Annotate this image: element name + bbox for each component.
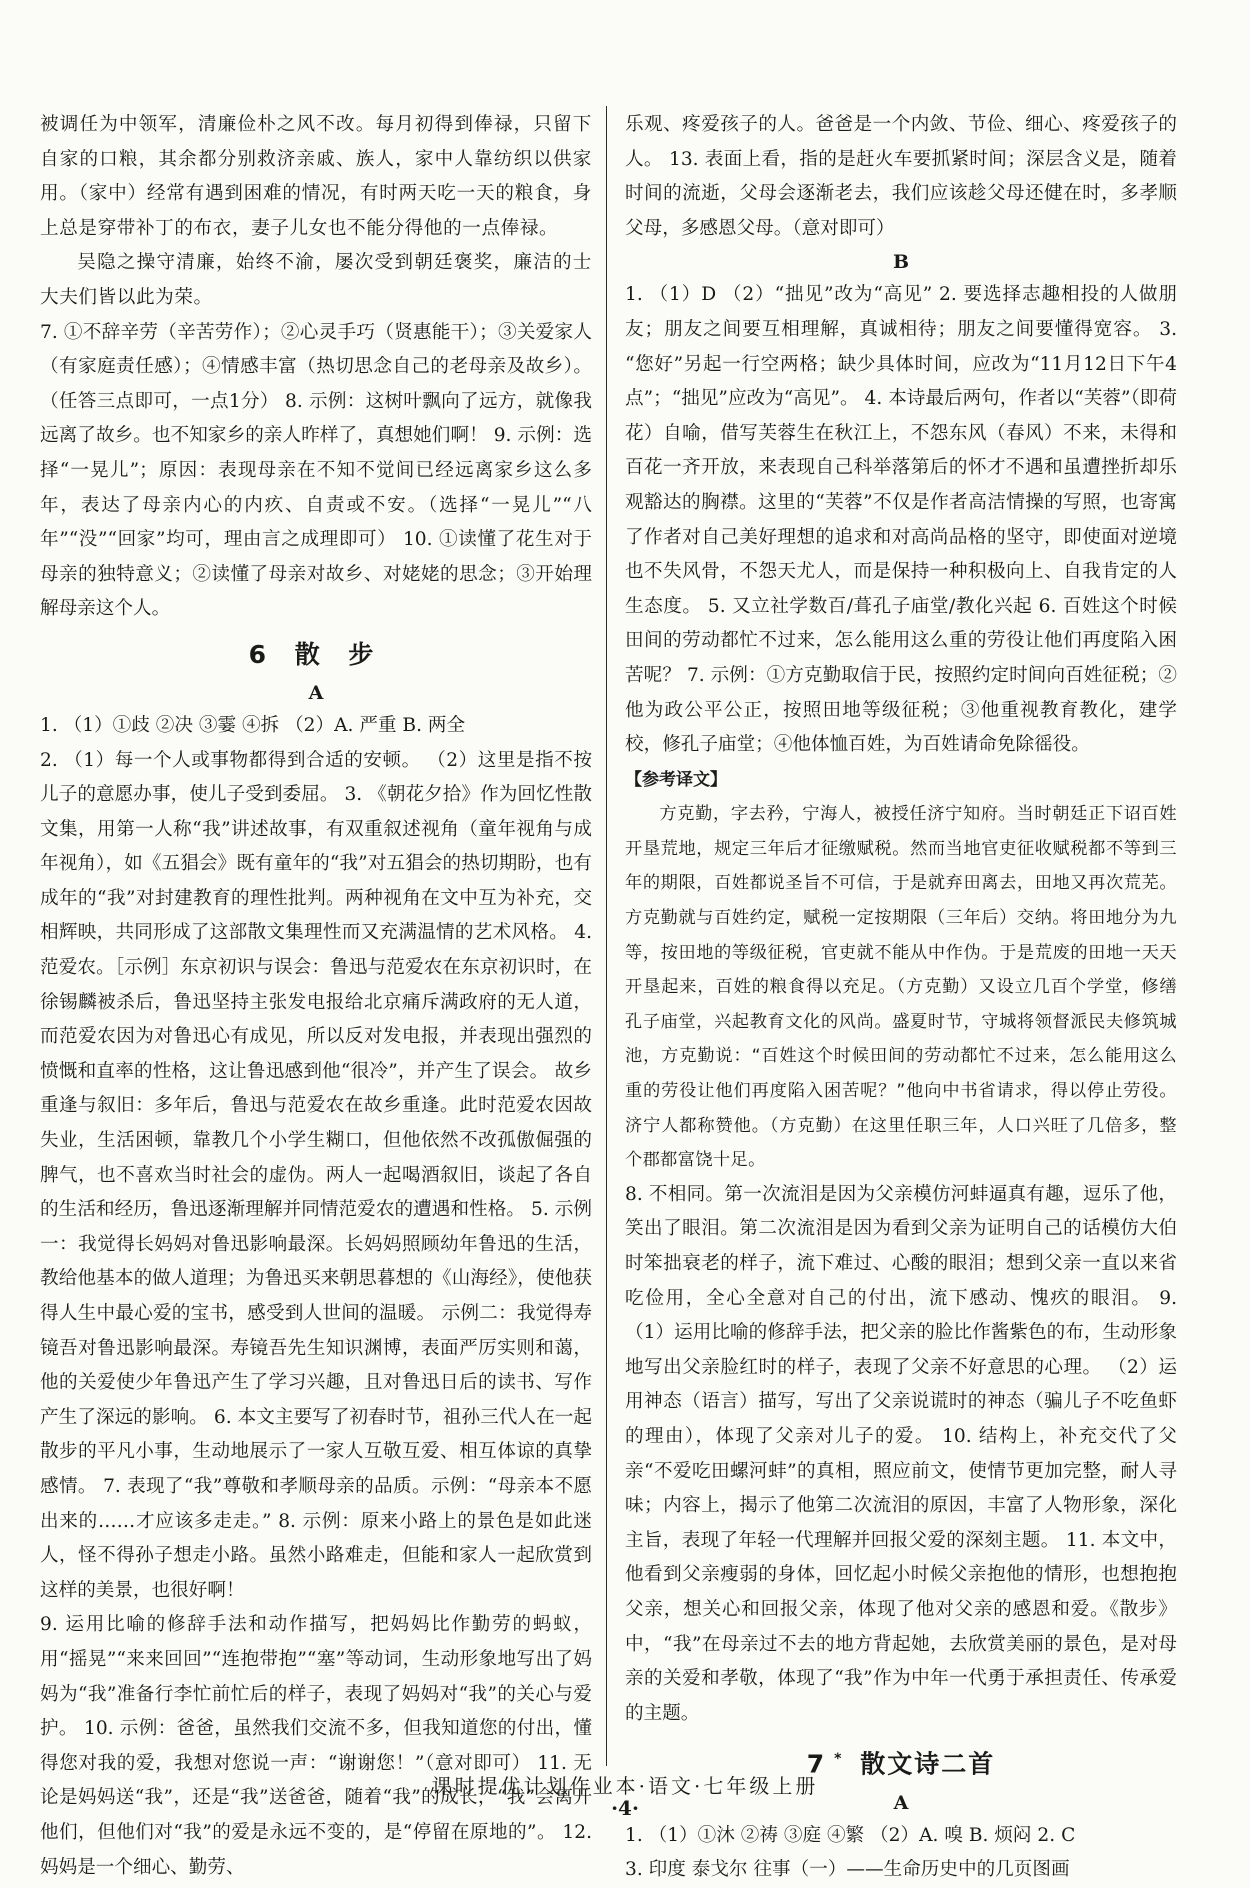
- answer-block: 8. 不相同。第一次流泪是因为父亲模仿河蚌逼真有趣，逗乐了他，笑出了眼泪。第二次流泪是因为看到父亲为证明自己的话模仿大伯时笨拙衰老的样子，流下难过、心酸的眼泪；想到父亲一直以来省吃俭用，全心全意对自己的付出，流下感动、愧疚的眼泪。 9. （1）运用比喻的修辞手法，把父亲的脸比作酱紫色的布，生动形象地写出父亲脸红时的样子，表现了父亲不好意思的心理。 （2）运用神态（语言）描写，写出了父亲说谎时的神态（骗儿子不吃鱼虾的理由），体现了父亲对儿子的爱。 10. 结构上，补充交代了父亲“不爱吃田螺河蚌”的真相，照应前文，使情节更加完整，耐人寻味；内容上，揭示了他第二次流泪的原因，丰富了人物形象，深化主旨，表现了年轻一代理解并回报父爱的深刻主题。 11. 本文中，他看到父亲瘦弱的身体，回忆起小时候父亲抱他的情形，也想抱抱父亲，想关心和回报父亲，体现了他对父亲的感恩和爱。《散步》中，“我”在母亲过不去的地方背起她，去欣赏美丽的景色，是对母亲的关爱和孝敬，体现了“我”作为中年一代勇于承担责任、传承爱的主题。: [625, 1183, 1177, 1724]
- left-column: [40, 108, 592, 1885]
- section-number: 7: [806, 1749, 835, 1779]
- answer-block: 9. 运用比喻的修辞手法和动作描写，把妈妈比作勤劳的蚂蚁，用“摇晃”“来来回回”“连抱带抱”“塞”等动词，生动形象地写出了妈妈为“我”准备行李忙前忙后的样子，表现了妈妈对“我”的关心与爱护。 10. 示例：爸爸，虽然我们交流不多，但我知道您的付出，懂得您对我的爱，我想对您说一声：“谢谢您！”（意对即可） 11. 无论是妈妈送“我”，还是“我”送爸爸，随着“我”的成长，“我”会离开他们，但他们对“我”的爱是永远不变的，是“停留在原地的”。 12. 妈妈是一个细心、勤劳、: [40, 1614, 592, 1878]
- section-name: 散文诗二首: [860, 1749, 996, 1779]
- subsection-a: A: [893, 1791, 909, 1814]
- answer-block: 1. （1）①歧 ②决 ③霎 ④拆 （2）A. 严重 B. 两全: [40, 714, 466, 736]
- answer-block: 1. （1）①沐 ②祷 ③庭 ④繁 （2）A. 嗅 B. 烦闷 2. C: [625, 1824, 1076, 1846]
- book-title-footer: 课时提优计划作业本·语文·七年级上册: [431, 1774, 819, 1798]
- reference-translation-label: 【参考译文】: [625, 769, 727, 790]
- column-divider: [606, 106, 607, 1766]
- answer-block: 乐观、疼爱孩子的人。爸爸是一个内敛、节俭、细心、疼爱孩子的人。 13. 表面上看，指的是赶火车要抓紧时间；深层含义是，随着时间的流逝，父母会逐渐老去，我们应该趁父母还健在时，多孝顺父母，多感恩父母。（意对即可）: [625, 114, 1177, 239]
- paragraph: 吴隐之操守清廉，始终不渝，屡次受到朝廷褒奖，廉洁的士大夫们皆以此为荣。: [40, 252, 592, 308]
- answer-block: 7. ①不辞辛劳（辛苦劳作）；②心灵手巧（贤惠能干）；③关爱家人（有家庭责任感）；④情感丰富（热切思念自己的老母亲及故乡）。（任答三点即可，一点1分） 8. 示例：这树叶飘向了远方，就像我远离了故乡。也不知家乡的亲人昨样了，真想她们啊！ 9. 示例：选择“一晃儿”；原因：表现母亲在不知不觉间已经远离家乡这么多年，表达了母亲内心的内疚、自责或不安。（选择“一晃儿”“八年”“没”“回家”均可，理由言之成理即可） 10. ①读懂了花生对于母亲的独特意义；②读懂了母亲对故乡、对姥姥的思念；③开始理解母亲这个人。: [40, 321, 592, 620]
- answer-block: 3. 印度 泰戈尔 往事（一）——生命历史中的几页图画: [625, 1859, 1070, 1881]
- reference-label: [625, 763, 1177, 798]
- subsection-a: A: [308, 681, 324, 704]
- answer-block: 1. （1）D （2）“拙见”改为“高见” 2. 要选择志趣相投的人做朋友；朋友之间要互相理解，真诚相待；朋友之间要懂得宽容。 3. “您好”另起一行空两格；缺少具体时间，应改为“11月12日下午4点”；“拙见”应改为“高见”。 4. 本诗最后两句，作者以“芙蓉”（即荷花）自喻，借写芙蓉生在秋江上，不怨东风（春风）不来，未得和百花一齐开放，来表现自己科举落第后的怀才不遇和虽遭挫折却乐观豁达的胸襟。这里的“芙蓉”不仅是作者高洁情操的写照，也寄寓了作者对自己美好理想的追求和对高尚品格的坚守，即使面对逆境也不失风骨，不怨天尤人，而是保持一种积极向上、自我肯定的人生态度。 5. 又立社学数百/葺孔子庙堂/教化兴起 6. 百姓这个时候田间的劳动都忙不过来，怎么能用这么重的劳役让他们再度陷入困苦呢？ 7. 示例：①方克勤取信于民，按照约定时间向百姓征税；②他为政公平公正，按照田地等级征税；③他重视教育教化，建学校，修孔子庙堂；④他体恤百姓，为百姓请命免除徭役。: [625, 284, 1177, 756]
- subsection-b: B: [892, 251, 910, 274]
- page-number: ·4·: [611, 1796, 639, 1820]
- section-title-6: 6 散 步: [248, 639, 384, 669]
- answer-block: 2. （1）每一个人或事物都得到合适的安顿。 （2）这里是指不按儿子的意愿办事，使儿子受到委屈。 3. 《朝花夕拾》作为回忆性散文集，用第一人称“我”讲述故事，有双重叙述视角（童年视角与成年视角），如《五猖会》既有童年的“我”对五猖会的热切期盼，也有成年的“我”对封建教育的理性批判。两种视角在文中互为补充，交相辉映，共同形成了这部散文集理性而又充满温情的艺术风格。 4. 范爱农。［示例］东京初识与误会：鲁迅与范爱农在东京初识时，在徐锡麟被杀后，鲁迅坚持主张发电报给北京痛斥满政府的无人道，而范爱农因为对鲁迅心有成见，所以反对发电报，并表现出强烈的愤慨和直率的性格，这让鲁迅感到他“很冷”，并产生了误会。 故乡重逢与叙旧：多年后，鲁迅与范爱农在故乡重逢。此时范爱农因故失业，生活困顿，靠教几个小学生糊口，但他依然不改孤傲倔强的脾气，也不喜欢当时社会的虚伪。两人一起喝酒叙旧，谈起了各自的生活和经历，鲁迅逐渐理解并同情范爱农的遭遇和性格。 5. 示例一：我觉得长妈妈对鲁迅影响最深。长妈妈照顾幼年鲁迅的生活，教给他基本的做人道理；为鲁迅买来朝思暮想的《山海经》，使他获得人生中最心爱的宝书，感受到人世间的温暖。 示例二：我觉得寿镜吾对鲁迅影响最深。寿镜吾先生知识渊博，表面严厉实则和蔼，他的关爱使少年鲁迅产生了学习兴趣，且对鲁迅日后的读书、写作产生了深远的影响。 6. 本文主要写了初春时节，祖孙三代人在一起散步的平凡小事，生动地展示了一家人互敬互爱、相互体谅的真挚感情。 7. 表现了“我”尊敬和孝顺母亲的品质。示例：“母亲本不愿出来的……才应该多走走。” 8. 示例：原来小路上的景色是如此迷人，怪不得孙子想走小路。虽然小路难走，但能和家人一起欣赏到这样的美景，也很好啊！: [40, 749, 592, 1601]
- right-column: [625, 108, 1177, 1888]
- reference-translation: 方克勤，字去矜，宁海人，被授任济宁知府。当时朝廷正下诏百姓开垦荒地，规定三年后才征缴赋税。然而当地官吏征收赋税都不等到三年的期限，百姓都说圣旨不可信，于是就弃田离去，田地又再次荒芜。方克勤就与百姓约定，赋税一定按期限（三年后）交纳。将田地分为九等，按田地的等级征税，官吏就不能从中作伪。于是荒废的田地一天天开垦起来，百姓的粮食得以充足。（方克勤）又设立几百个学堂，修缮孔子庙堂，兴起教育文化的风尚。盛夏时节，守城将领督派民夫修筑城池，方克勤说：“百姓这个时候田间的劳动都忙不过来，怎么能用这么重的劳役让他们再度陷入困苦呢？”他向中书省请求，得以停止劳役。济宁人都称赞他。（方克勤）在这里任职三年，人口兴旺了几倍多，整个郡都富饶十足。: [625, 804, 1177, 1171]
- paragraph: 被调任为中领军，清廉俭朴之风不改。每月初得到俸禄，只留下自家的口粮，其余都分别救济亲戚、族人，家中人靠纺织以供家用。（家中）经常有遇到困难的情况，有时两天吃一天的粮食，身上总是穿带补丁的布衣，妻子儿女也不能分得他的一点俸禄。: [40, 114, 592, 239]
- optional-mark: *: [834, 1751, 842, 1768]
